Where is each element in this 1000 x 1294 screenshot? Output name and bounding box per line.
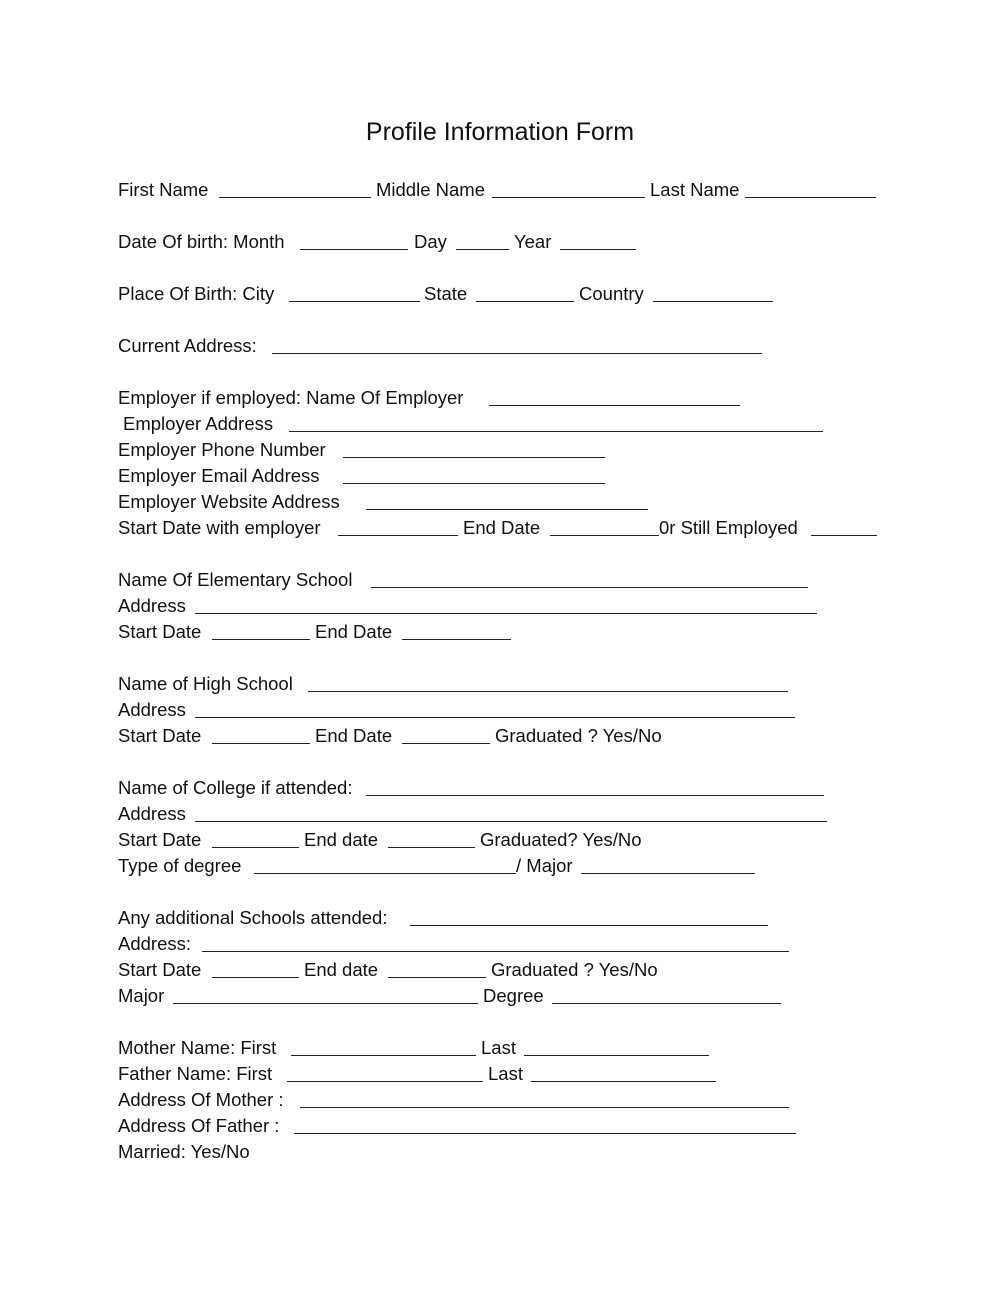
mother-first-label: Mother Name: First [118, 1037, 277, 1058]
additional-degree-field[interactable] [552, 1003, 781, 1004]
pob-city-field[interactable] [289, 301, 420, 302]
pob-state-field[interactable] [476, 301, 574, 302]
employer-email-field[interactable] [343, 483, 605, 484]
additional-start-field[interactable] [212, 977, 299, 978]
current-address-field[interactable] [272, 353, 762, 354]
additional-major-field[interactable] [173, 1003, 478, 1004]
married-label: Married: Yes/No [118, 1141, 250, 1162]
employer-name-field[interactable] [489, 405, 740, 406]
mother-address-field[interactable] [300, 1107, 789, 1108]
additional-address-field[interactable] [202, 951, 789, 952]
high-school-name-label: Name of High School [118, 673, 293, 694]
employer-phone-field[interactable] [343, 457, 605, 458]
dob-month-label: Date Of birth: Month [118, 231, 285, 252]
additional-school-label: Any additional Schools attended: [118, 907, 388, 928]
pob-city-label: Place Of Birth: City [118, 283, 275, 304]
additional-start-label: Start Date [118, 959, 202, 980]
middle-name-field[interactable] [492, 197, 645, 198]
high-school-name-field[interactable] [308, 691, 788, 692]
employer-end-label: End Date [463, 517, 541, 538]
elementary-name-field[interactable] [371, 587, 808, 588]
college-name-label: Name of College if attended: [118, 777, 353, 798]
elementary-start-field[interactable] [212, 639, 310, 640]
additional-end-label: End date [304, 959, 379, 980]
employer-phone-label: Employer Phone Number [118, 439, 326, 460]
high-school-start-field[interactable] [212, 743, 310, 744]
pob-state-label: State [424, 283, 468, 304]
last-name-field[interactable] [745, 197, 876, 198]
elementary-address-label: Address [118, 595, 186, 616]
additional-school-field[interactable] [410, 925, 768, 926]
dob-day-label: Day [414, 231, 447, 252]
college-name-field[interactable] [366, 795, 824, 796]
elementary-start-label: Start Date [118, 621, 202, 642]
page-title: Profile Information Form [365, 118, 635, 146]
college-start-label: Start Date [118, 829, 202, 850]
high-school-end-label: End Date [315, 725, 393, 746]
elementary-end-label: End Date [315, 621, 393, 642]
high-school-address-label: Address [118, 699, 186, 720]
high-school-end-field[interactable] [402, 743, 490, 744]
degree-type-label: Type of degree [118, 855, 242, 876]
high-school-start-label: Start Date [118, 725, 202, 746]
middle-name-label: Middle Name [376, 179, 485, 200]
college-graduated: Graduated? Yes/No [480, 829, 642, 850]
father-first-label: Father Name: First [118, 1063, 273, 1084]
college-major-field[interactable] [581, 873, 755, 874]
last-name-label: Last Name [650, 179, 740, 200]
first-name-field[interactable] [219, 197, 371, 198]
high-school-graduated: Graduated ? Yes/No [495, 725, 662, 746]
dob-month-field[interactable] [300, 249, 408, 250]
mother-address-label: Address Of Mother : [118, 1089, 284, 1110]
pob-country-label: Country [579, 283, 644, 304]
still-employed-label: 0r Still Employed [659, 517, 798, 538]
additional-graduated: Graduated ? Yes/No [491, 959, 658, 980]
father-last-field[interactable] [531, 1081, 716, 1082]
employer-end-field[interactable] [550, 535, 659, 536]
employer-start-label: Start Date with employer [118, 517, 321, 538]
college-major-label: / Major [516, 855, 573, 876]
additional-degree-label: Degree [483, 985, 544, 1006]
employer-name-label: Employer if employed: Name Of Employer [118, 387, 464, 408]
dob-year-label: Year [514, 231, 552, 252]
father-last-label: Last [488, 1063, 523, 1084]
additional-major-label: Major [118, 985, 165, 1006]
additional-end-field[interactable] [388, 977, 486, 978]
elementary-end-field[interactable] [402, 639, 511, 640]
high-school-address-field[interactable] [195, 717, 795, 718]
college-address-label: Address [118, 803, 186, 824]
college-address-field[interactable] [195, 821, 827, 822]
pob-country-field[interactable] [653, 301, 773, 302]
father-first-field[interactable] [287, 1081, 483, 1082]
college-end-field[interactable] [388, 847, 475, 848]
employer-website-field[interactable] [366, 509, 648, 510]
elementary-address-field[interactable] [195, 613, 817, 614]
employer-start-field[interactable] [338, 535, 458, 536]
employer-address-field[interactable] [289, 431, 823, 432]
still-employed-field[interactable] [811, 535, 877, 536]
employer-email-label: Employer Email Address [118, 465, 320, 486]
current-address-label: Current Address: [118, 335, 257, 356]
elementary-name-label: Name Of Elementary School [118, 569, 353, 590]
employer-website-label: Employer Website Address [118, 491, 340, 512]
dob-year-field[interactable] [560, 249, 636, 250]
employer-address-label: Employer Address [123, 413, 274, 434]
additional-address-label: Address: [118, 933, 192, 954]
father-address-field[interactable] [294, 1133, 796, 1134]
degree-type-field[interactable] [254, 873, 516, 874]
dob-day-field[interactable] [456, 249, 509, 250]
college-start-field[interactable] [212, 847, 299, 848]
mother-last-field[interactable] [524, 1055, 709, 1056]
mother-last-label: Last [481, 1037, 516, 1058]
college-end-label: End date [304, 829, 379, 850]
father-address-label: Address Of Father : [118, 1115, 280, 1136]
mother-first-field[interactable] [291, 1055, 476, 1056]
first-name-label: First Name [118, 179, 209, 200]
